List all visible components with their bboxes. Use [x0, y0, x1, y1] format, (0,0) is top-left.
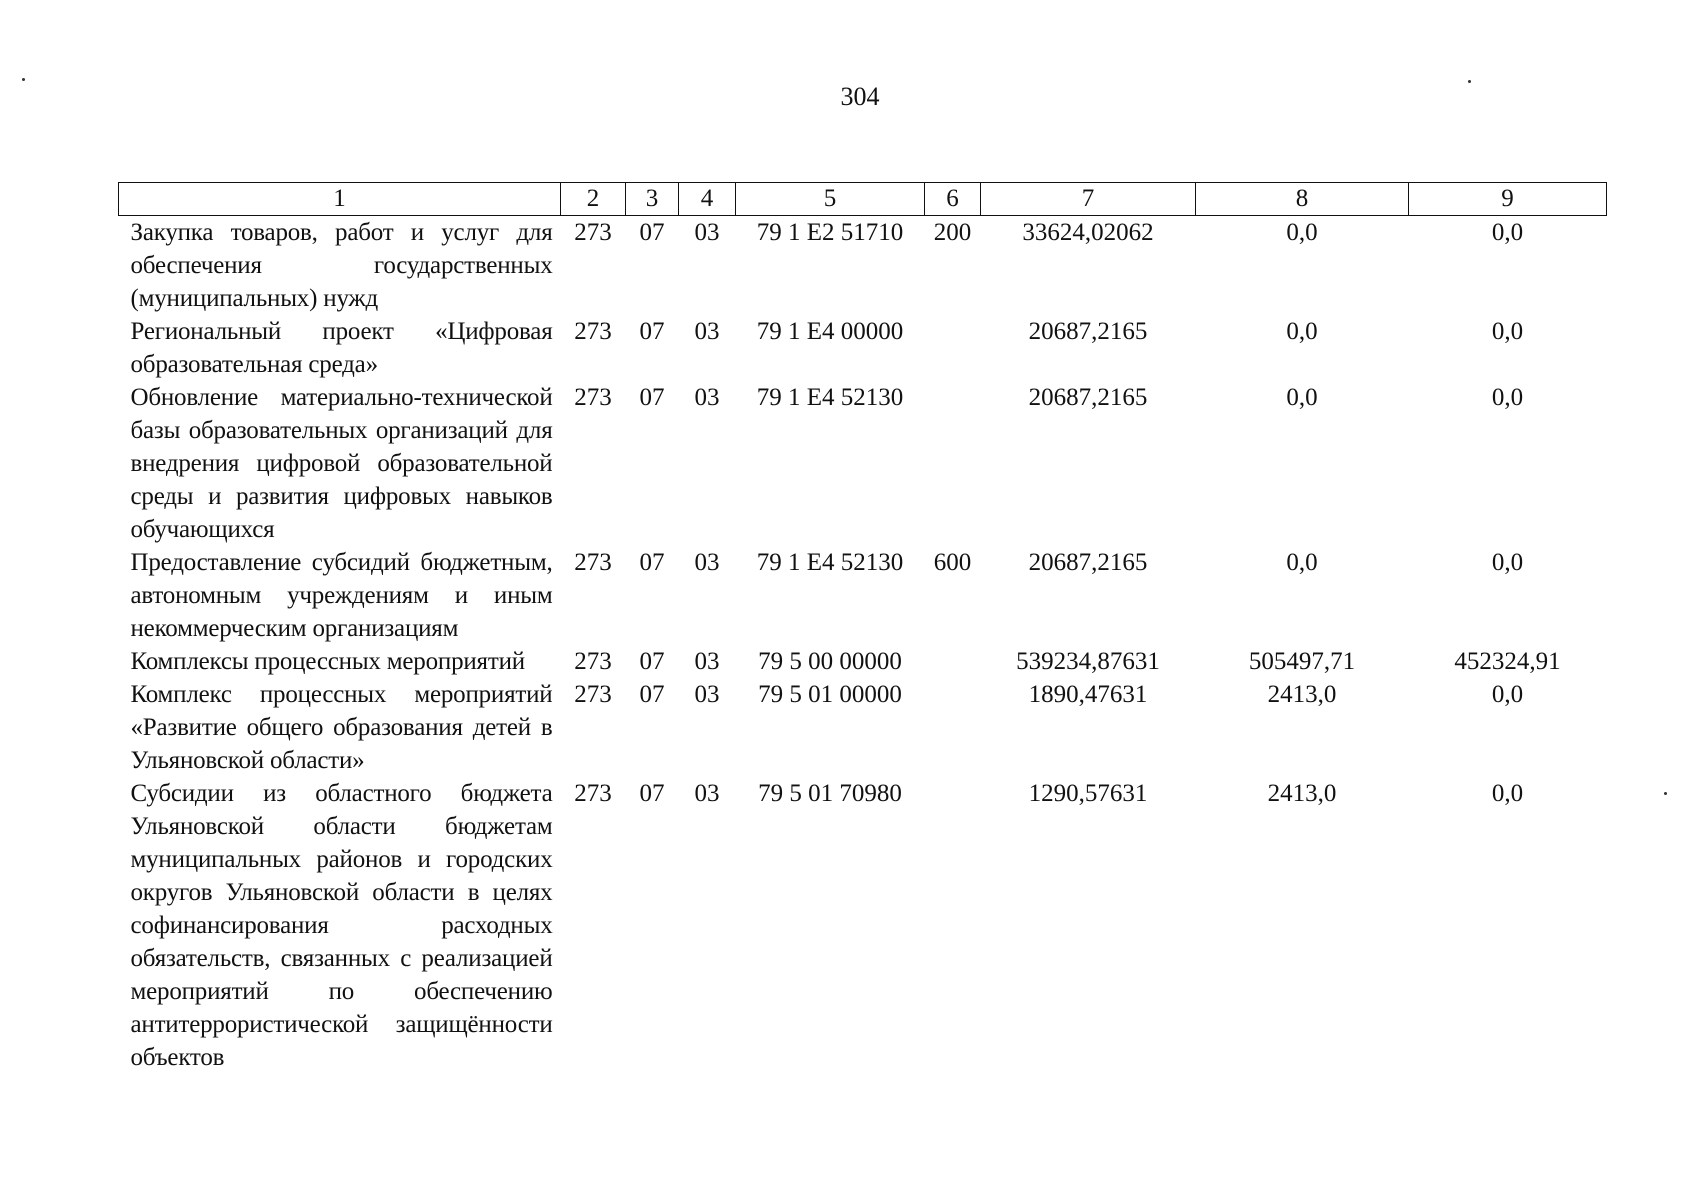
cell-amount-8: 2413,0: [1267, 681, 1337, 708]
column-header-3: 3: [626, 183, 679, 216]
cell-amount-9: 0,0: [1491, 384, 1524, 411]
cell-target-article: 79 5 01 00000: [758, 681, 902, 708]
cell-amount-8: 2413,0: [1267, 780, 1337, 807]
cell-target-article: 79 1 E4 52130: [756, 384, 904, 411]
cell-subsection: 03: [694, 780, 720, 807]
page-number: 304: [840, 82, 880, 111]
cell-amount-9: 0,0: [1491, 780, 1524, 807]
cell-subsection: 03: [694, 549, 720, 576]
cell-subsection: 03: [694, 681, 720, 708]
cell-expense-type: 200: [933, 219, 972, 246]
cell-amount-7: 20687,2165: [1028, 318, 1148, 345]
column-header-2: 2: [561, 183, 626, 216]
cell-subsection: 03: [694, 384, 720, 411]
column-header-4: 4: [679, 183, 736, 216]
cell-amount-8: 505497,71: [1248, 648, 1356, 675]
table-row: [119, 381, 1607, 546]
budget-table: [118, 182, 1607, 1074]
cell-expense-type: 600: [933, 549, 972, 576]
cell-target-article: 79 1 E4 52130: [756, 549, 904, 576]
cell-section: 07: [639, 384, 665, 411]
scan-speck: [22, 78, 25, 81]
cell-expense-type: [925, 777, 981, 1074]
row-name: Субсидии из областного бюджета Ульяновской области бюджетам муниципальных районов и городских округов Ульяновской области в целях софинансирования расходных обязательств, связанных с реализацией мероприятий по обеспечению антитеррористической защищённости объектов: [130, 780, 553, 1071]
cell-amount-7: 20687,2165: [1028, 384, 1148, 411]
cell-amount-9: 0,0: [1491, 549, 1524, 576]
column-header-5: 5: [736, 183, 925, 216]
column-header-8: 8: [1196, 183, 1409, 216]
cell-amount-7: 33624,02062: [1022, 219, 1154, 246]
cell-amount-9: 0,0: [1491, 318, 1524, 345]
column-header-1: 1: [119, 183, 561, 216]
column-header-9: 9: [1409, 183, 1607, 216]
cell-amount-8: 0,0: [1286, 318, 1318, 345]
cell-expense-type: [925, 381, 981, 546]
row-name: Закупка товаров, работ и услуг для обеспечения государственных (муниципальных) нужд: [130, 219, 553, 312]
cell-subsection: 03: [694, 318, 720, 345]
cell-amount-7: 1290,57631: [1028, 780, 1148, 807]
cell-amount-8: 0,0: [1286, 384, 1318, 411]
table-row: [119, 678, 1607, 777]
column-header-6: 6: [925, 183, 981, 216]
row-name: Предоставление субсидий бюджетным, автономным учреждениям и иным некоммерческим организациям: [130, 549, 553, 642]
cell-admin-code: 273: [574, 648, 612, 675]
row-name: Комплекс процессных мероприятий «Развитие общего образования детей в Ульяновской области»: [130, 681, 553, 774]
cell-admin-code: 273: [574, 318, 612, 345]
table-row: [119, 645, 1607, 678]
cell-amount-9: 0,0: [1491, 681, 1524, 708]
scan-speck: [1468, 80, 1471, 83]
cell-amount-7: 20687,2165: [1028, 549, 1148, 576]
cell-target-article: 79 1 E4 00000: [756, 318, 904, 345]
cell-admin-code: 273: [574, 384, 612, 411]
cell-amount-7: 539234,87631: [1016, 648, 1160, 675]
table-row: [119, 315, 1607, 381]
row-name: Комплексы процессных мероприятий: [130, 648, 525, 675]
cell-amount-9: 0,0: [1491, 219, 1524, 246]
cell-amount-7: 1890,47631: [1028, 681, 1148, 708]
table-body: [119, 216, 1607, 1075]
cell-target-article: 79 5 01 70980: [758, 780, 902, 807]
cell-subsection: 03: [694, 648, 720, 675]
table-row: [119, 546, 1607, 645]
cell-amount-9: 452324,91: [1454, 648, 1561, 675]
cell-amount-8: 0,0: [1286, 549, 1318, 576]
cell-section: 07: [639, 219, 665, 246]
cell-subsection: 03: [694, 219, 720, 246]
header-row: [119, 183, 1607, 216]
cell-amount-8: 0,0: [1286, 219, 1318, 246]
row-name: Обновление материально-технической базы образовательных организаций для внедрения цифровой образовательной среды и развития цифровых навыков обучающихся: [130, 384, 553, 543]
cell-admin-code: 273: [574, 549, 612, 576]
cell-expense-type: [925, 678, 981, 777]
cell-section: 07: [639, 780, 665, 807]
cell-admin-code: 273: [574, 780, 612, 807]
row-name: Региональный проект «Цифровая образовательная среда»: [130, 318, 553, 378]
scan-speck: [1664, 792, 1667, 795]
cell-target-article: 79 5 00 00000: [758, 648, 902, 675]
column-header-7: 7: [981, 183, 1196, 216]
cell-section: 07: [639, 549, 665, 576]
table-row: [119, 777, 1607, 1074]
cell-section: 07: [639, 648, 665, 675]
cell-admin-code: 273: [574, 681, 612, 708]
cell-admin-code: 273: [574, 219, 612, 246]
cell-expense-type: [925, 315, 981, 381]
cell-expense-type: [925, 645, 981, 678]
table-header: [119, 183, 1607, 216]
cell-section: 07: [639, 681, 665, 708]
table-row: [119, 216, 1607, 316]
cell-target-article: 79 1 E2 51710: [756, 219, 904, 246]
cell-section: 07: [639, 318, 665, 345]
